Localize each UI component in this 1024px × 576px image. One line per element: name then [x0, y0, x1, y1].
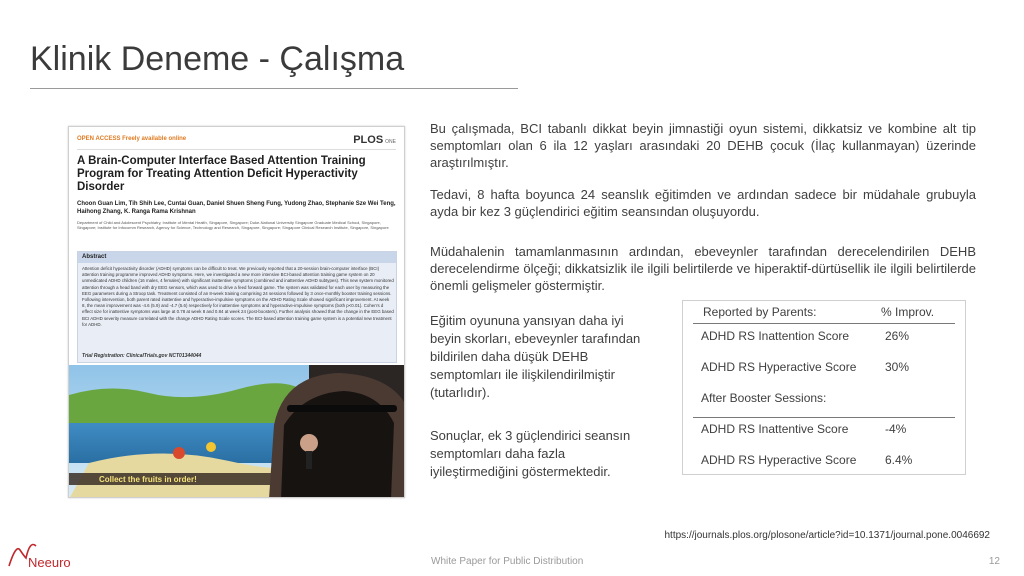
page-number: 12 [988, 556, 1000, 567]
table-header-label: Reported by Parents: [703, 305, 817, 319]
footer-text: White Paper for Public Distribution [431, 556, 584, 567]
table-row-label: ADHD RS Hyperactive Score [701, 360, 857, 374]
table-row-label: ADHD RS Inattention Score [701, 329, 850, 343]
paper-affiliations: Department of Child and Adolescent Psychiatry, Institute of Mental Health, Singapore, Singapore; Duke-National University Singapore Graduate Medical School, Singapore, Singapore; Institute for Infocomm Research, Agency for Science, Technology and Research, Singapore, Singapore; Singapore Clinical Research Institute, Singapore, Singapore [77, 220, 389, 230]
abstract-text: Attention deficit hyperactivity disorder (ADHD) symptoms can be difficult to treat. We previously reported that a 20-session brain-computer interface (BCI) attention training programme improved ADHD symptoms. Here, we investigated a new more intensive BCI-based attention training game system on 20 unmedicated ADHD children (16 males, 4 females) with significant inattentive symptoms (combined and inattentive ADHD subtypes). This new system monitored attention through a head band with dry EEG sensors, which was used to drive a feed forward game. The system was validated for each user by measuring the EEG parameters during a Stroop task. Treatment consisted of an 8-week training comprising 24 sessions followed by 3 once-monthly booster training sessions. Following intervention, both parent rated inattentive and hyperactive-impulsive symptoms on the ADHD Rating Scale showed significant improvement. At week 8, the mean improvement was -4.6 (5.9) and -4.7 (5.6) respectively for inattentive symptoms and hyperactive-impulsive symptoms (both p<0.01). Cohen's d effect size for inattentive symptoms was large at 0.78 at week 8 and 0.84 at week 24 (post-boosters). Further analysis showed that the change in the EEG based BCI ADHD severity measure correlated with the change ADHD Rating Scale scores. The BCI-based attention training game system is a potential new treatment for ADHD. [82, 266, 394, 327]
table-row-value: -4% [885, 422, 907, 436]
game-photo [69, 365, 405, 498]
table-header-rule [693, 323, 955, 324]
abstract-heading: Abstract [78, 252, 396, 263]
table-row-value: 26% [885, 329, 910, 343]
game-banner-text: Collect the fruits in order! [99, 475, 197, 484]
table-row-label: ADHD RS Inattentive Score [701, 422, 849, 436]
paragraph-brain-scores: Eğitim oyununa yansıyan daha iyi beyin skorları, ebeveynler tarafından bildirilen daha düşük DEHB semptomları ile ilişkilendirilmiştir (tutarlıdır). [430, 313, 641, 400]
abstract-box [77, 251, 397, 363]
table-section-label: After Booster Sessions: [701, 391, 827, 405]
table-header-value: % Improv. [881, 305, 935, 319]
logo-text: Neeuro [28, 555, 71, 570]
title-divider [30, 88, 518, 89]
table-row-value: 6.4% [885, 453, 913, 467]
paper-title: A Brain-Computer Interface Based Attention Training Program for Treating Attention Deficit Hyperactivity Disorder [77, 155, 366, 193]
child-playing-game-illustration [69, 365, 405, 498]
paragraph-treatment: Tedavi, 8 hafta boyunca 24 seanslık eğitimden ve ardından sadece bir müdahale grubuyla ayda bir kez 3 güçlendirici eğitim seansından oluşuyordu. [430, 187, 976, 219]
source-url: https://journals.plos.org/plosone/article?id=10.1371/journal.pone.0046692 [664, 530, 990, 541]
table-row-label: ADHD RS Hyperactive Score [701, 453, 857, 467]
paper-header [77, 134, 396, 150]
paragraph-results: Müdahalenin tamamlanmasının ardından, ebeveynler tarafından derecelendirilen DEHB derecelendirme ölçeği; dikkatsizlik ile ilgili belirtilerde ve hiperaktif-dürtüsellik ile ilgili belirtilerde önemli gelişmeler göstermiştir. [430, 244, 976, 293]
paper-authors: Choon Guan Lim, Tih Shih Lee, Cuntai Guan, Daniel Shuen Sheng Fung, Yudong Zhao, Stephanie Sze Wei Teng, Haihong Zhang, K. Ranga Rama Krishnan [77, 201, 396, 215]
slide-title: Klinik Deneme - Çalışma [30, 40, 405, 78]
table-section-rule [693, 417, 955, 418]
journal-subname: ONE [385, 139, 396, 145]
results-table [682, 300, 966, 475]
table-row-value: 30% [885, 360, 910, 374]
trial-registration: Trial Registration: ClinicalTrials.gov NCT01344044 [82, 353, 202, 359]
neeuro-logo [6, 536, 80, 572]
journal-logo [353, 134, 396, 146]
paragraph-booster: Sonuçlar, ek 3 güçlendirici seansın semptomları daha fazla iyileştirmediğini göstermektedir. [430, 428, 631, 479]
open-access-label: OPEN ACCESS Freely available online [77, 136, 187, 142]
journal-name: PLOS [353, 134, 384, 146]
neeuro-logo-mark [6, 536, 80, 572]
paragraph-study: Bu çalışmada, BCI tabanlı dikkat beyin jimnastiği oyun sistemi, dikkatsiz ve kombine alt tip semptomları olan 6 ila 12 yaşları arasındaki 20 DEHB çocuk (İlaç kullanmayan) üzerinde araştırılmıştır. [430, 121, 976, 170]
paper-clipping [68, 126, 405, 498]
